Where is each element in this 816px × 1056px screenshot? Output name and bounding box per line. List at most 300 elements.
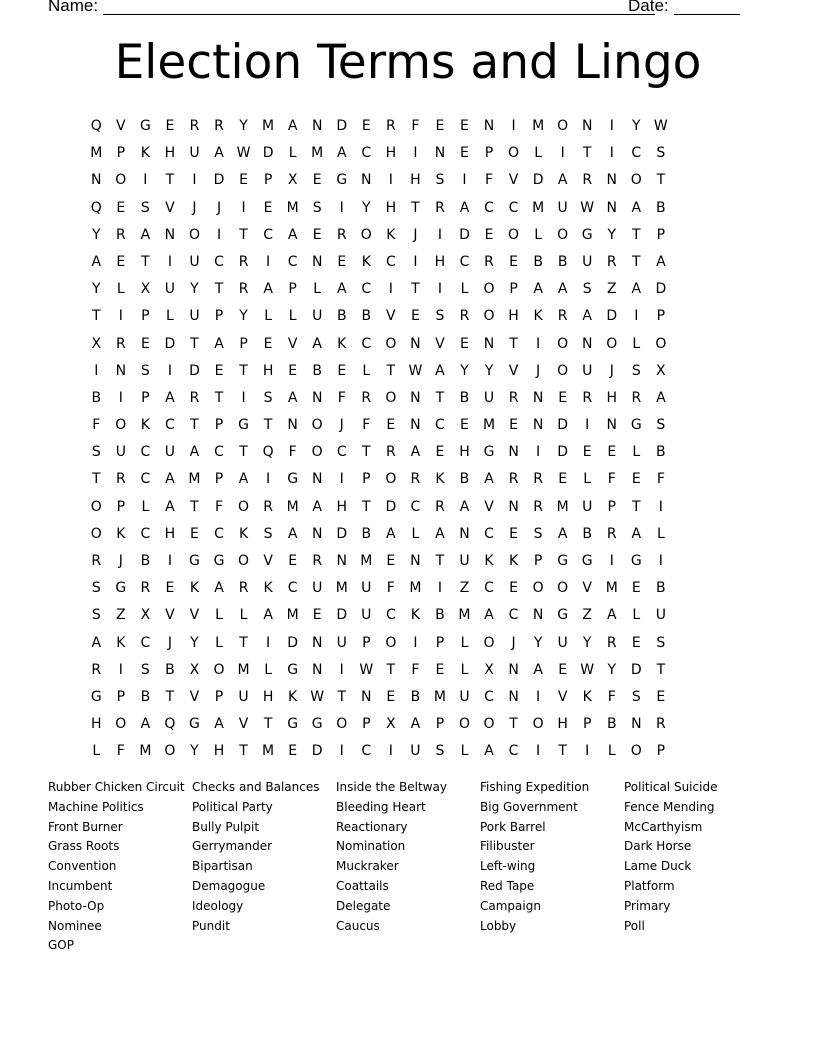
grid-letter: L: [264, 661, 272, 678]
grid-letter: P: [435, 716, 445, 733]
grid-letter: Y: [190, 743, 199, 760]
grid-letter: J: [609, 362, 614, 379]
grid-letter: Y: [533, 634, 543, 651]
grid-letter: R: [312, 553, 323, 569]
word-list-item: Dark Horse: [624, 839, 692, 854]
grid-letter: R: [655, 716, 666, 733]
grid-letter: S: [533, 525, 543, 542]
grid-letter: L: [534, 226, 543, 243]
grid-letter: K: [116, 525, 126, 542]
grid-letter: J: [167, 634, 172, 651]
grid-letter: U: [582, 362, 593, 379]
word-list-item: Front Burner: [48, 819, 123, 834]
grid-row: [84, 222, 673, 249]
grid-letter: S: [656, 417, 666, 434]
grid-letter: E: [116, 199, 126, 216]
grid-letter: R: [410, 471, 421, 488]
word-list-item: Bleeding Heart: [336, 799, 426, 814]
grid-letter: M: [90, 145, 103, 162]
grid-letter: E: [312, 226, 322, 243]
grid-letter: L: [583, 471, 592, 488]
grid-letter: C: [385, 253, 396, 270]
grid-letter: R: [385, 118, 396, 134]
grid-letter: A: [484, 743, 494, 760]
grid-letter: T: [656, 661, 666, 678]
grid-letter: U: [483, 389, 495, 406]
grid-letter: B: [435, 607, 445, 624]
grid-letter: Y: [239, 308, 248, 325]
word-list-item: Convention: [48, 859, 117, 874]
grid-letter: G: [115, 580, 127, 597]
word-list-item: Campaign: [480, 898, 541, 913]
grid-letter: C: [140, 525, 151, 542]
grid-letter: J: [192, 199, 197, 216]
grid-letter: P: [509, 281, 518, 298]
grid-letter: A: [435, 525, 445, 542]
grid-letter: A: [459, 199, 470, 216]
grid-letter: R: [140, 580, 151, 597]
grid-letter: B: [91, 389, 102, 406]
grid-letter: E: [607, 444, 617, 461]
grid-letter: H: [385, 199, 397, 216]
grid-letter: N: [483, 335, 495, 352]
grid-letter: A: [287, 226, 298, 243]
grid-letter: E: [582, 444, 592, 461]
grid-letter: T: [558, 743, 567, 760]
grid-letter: F: [337, 389, 346, 406]
grid-letter: C: [140, 634, 151, 651]
grid-letter: K: [582, 688, 592, 705]
grid-letter: V: [165, 199, 175, 216]
grid-letter: G: [581, 226, 593, 243]
grid-letter: X: [287, 172, 298, 189]
grid-letter: H: [91, 716, 102, 733]
word-list-item: Lobby: [480, 918, 517, 933]
grid-letter: E: [509, 253, 518, 270]
grid-letter: N: [361, 688, 372, 705]
grid-letter: S: [263, 525, 273, 542]
grid-letter: C: [631, 145, 642, 162]
grid-letter: X: [656, 362, 666, 379]
grid-letter: H: [262, 362, 274, 379]
grid-letter: J: [536, 362, 541, 379]
grid-letter: O: [557, 226, 569, 243]
grid-letter: N: [311, 389, 323, 406]
grid-letter: T: [165, 688, 175, 705]
grid-letter: X: [140, 607, 151, 624]
grid-letter: N: [631, 716, 642, 733]
grid-letter: I: [658, 498, 663, 515]
grid-letter: A: [631, 281, 642, 298]
word-list-item: Muckraker: [336, 859, 399, 874]
grid-letter: T: [190, 417, 199, 434]
grid-letter: T: [239, 226, 248, 243]
grid-letter: L: [656, 525, 665, 542]
grid-letter: Q: [262, 444, 274, 461]
word-list-item: McCarthyism: [624, 819, 703, 834]
grid-letter: T: [214, 281, 224, 298]
grid-letter: R: [631, 389, 642, 406]
grid-letter: E: [386, 417, 396, 434]
grid-letter: T: [214, 389, 224, 406]
grid-letter: L: [141, 498, 150, 515]
grid-letter: A: [214, 716, 224, 733]
grid-letter: B: [582, 525, 593, 542]
grid-letter: I: [536, 335, 541, 352]
word-list-item: Incumbent: [48, 878, 113, 893]
grid-row: [84, 630, 673, 657]
grid-letter: O: [606, 335, 618, 352]
grid-letter: R: [484, 253, 494, 270]
grid-letter: T: [239, 634, 248, 651]
grid-letter: U: [361, 607, 372, 624]
grid-letter: W: [359, 661, 374, 678]
grid-letter: M: [286, 607, 299, 624]
grid-letter: R: [238, 281, 249, 298]
grid-letter: L: [92, 743, 101, 760]
grid-letter: T: [411, 281, 420, 298]
grid-letter: X: [386, 716, 396, 733]
grid-letter: I: [609, 145, 614, 162]
grid-letter: A: [165, 471, 175, 488]
grid-letter: A: [557, 525, 568, 542]
grid-letter: A: [287, 525, 298, 542]
grid-letter: D: [557, 417, 569, 434]
grid-letter: E: [239, 172, 248, 189]
word-list-item: Machine Politics: [48, 799, 144, 814]
grid-letter: B: [361, 308, 372, 325]
grid-letter: B: [557, 253, 568, 270]
grid-letter: H: [164, 525, 176, 542]
grid-letter: T: [91, 308, 101, 325]
date-field-line[interactable]: [674, 14, 740, 15]
grid-letter: A: [631, 199, 642, 216]
grid-letter: O: [385, 634, 397, 651]
grid-letter: U: [189, 253, 200, 270]
grid-letter: N: [508, 661, 519, 678]
grid-letter: M: [286, 498, 299, 515]
grid-letter: O: [385, 335, 397, 352]
grid-letter: V: [435, 335, 445, 352]
grid-row: [84, 466, 673, 493]
grid-letter: R: [189, 118, 200, 134]
word-list-item: Demagogue: [192, 878, 266, 893]
grid-letter: P: [362, 634, 371, 651]
word-list-item: Caucus: [336, 918, 380, 933]
grid-letter: Y: [362, 199, 371, 216]
grid-letter: I: [266, 634, 271, 651]
grid-letter: Y: [607, 226, 617, 243]
grid-letter: P: [141, 308, 150, 325]
grid-letter: M: [335, 580, 348, 597]
grid-letter: R: [533, 498, 543, 515]
grid-letter: K: [238, 525, 249, 542]
grid-letter: N: [164, 226, 176, 243]
grid-letter: S: [435, 743, 445, 760]
grid-letter: T: [632, 226, 641, 243]
grid-letter: F: [411, 118, 420, 134]
grid-letter: C: [140, 444, 151, 461]
grid-letter: V: [508, 362, 519, 379]
grid-letter: O: [188, 226, 200, 243]
grid-letter: N: [606, 199, 617, 216]
grid-letter: B: [459, 471, 470, 488]
grid-letter: N: [532, 417, 544, 434]
grid-letter: I: [167, 362, 172, 379]
grid-letter: R: [459, 308, 470, 325]
word-list-item: Primary: [624, 898, 671, 913]
grid-letter: D: [189, 362, 200, 379]
grid-letter: U: [238, 688, 249, 705]
grid-letter: I: [339, 661, 344, 678]
grid-letter: C: [508, 199, 519, 216]
grid-letter: W: [236, 145, 251, 162]
grid-letter: U: [459, 553, 470, 569]
grid-letter: O: [115, 716, 127, 733]
grid-letter: D: [630, 661, 642, 678]
grid-letter: I: [609, 118, 614, 134]
word-list-item: Gerrymander: [192, 839, 273, 854]
word-list-item: Political Suicide: [624, 780, 718, 794]
grid-letter: P: [288, 281, 297, 298]
grid-letter: B: [336, 308, 347, 325]
grid-letter: A: [631, 525, 642, 542]
grid-letter: B: [656, 199, 666, 216]
grid-letter: I: [536, 444, 541, 461]
word-column: [336, 778, 480, 956]
grid-letter: F: [484, 172, 494, 189]
grid-letter: T: [190, 498, 199, 515]
grid-letter: H: [606, 389, 618, 406]
word-list-item: Big Government: [480, 799, 578, 814]
grid-letter: P: [116, 688, 126, 705]
grid-letter: M: [262, 743, 275, 760]
grid-letter: P: [362, 716, 371, 733]
grid-letter: W: [408, 362, 423, 379]
grid-letter: Z: [582, 607, 592, 624]
word-list-item: Filibuster: [480, 839, 535, 854]
grid-letter: G: [630, 553, 642, 569]
grid-letter: Z: [116, 607, 126, 624]
word-list-item: Poll: [624, 918, 645, 933]
word-list-item: Photo-Op: [48, 898, 105, 913]
grid-letter: I: [216, 226, 222, 243]
word-column: [192, 778, 336, 956]
grid-letter: L: [116, 281, 125, 298]
grid-letter: I: [437, 580, 442, 597]
grid-letter: K: [263, 580, 273, 597]
grid-letter: C: [484, 199, 494, 216]
grid-letter: P: [607, 498, 616, 515]
grid-letter: W: [653, 118, 668, 134]
grid-letter: P: [582, 716, 592, 733]
grid-letter: E: [165, 118, 175, 134]
grid-letter: K: [288, 688, 298, 705]
grid-letter: E: [460, 145, 469, 162]
word-list-item: Nominee: [48, 918, 102, 933]
grid-letter: T: [362, 444, 371, 461]
grid-letter: O: [311, 444, 323, 461]
grid-letter: Y: [460, 362, 469, 379]
grid-letter: I: [241, 389, 246, 406]
grid-letter: R: [582, 389, 593, 406]
word-column: [480, 778, 624, 956]
grid-letter: O: [483, 634, 495, 651]
grid-letter: D: [336, 118, 348, 134]
grid-letter: E: [435, 444, 445, 461]
grid-letter: A: [214, 335, 224, 352]
word-list-item: Reactionary: [336, 819, 408, 834]
grid-letter: D: [311, 743, 323, 760]
grid-letter: V: [165, 607, 175, 624]
grid-letter: A: [557, 281, 568, 298]
grid-letter: S: [91, 580, 101, 597]
grid-letter: T: [509, 716, 518, 733]
grid-letter: E: [312, 172, 322, 189]
grid-letter: S: [656, 634, 666, 651]
grid-letter: P: [141, 389, 150, 406]
name-field-line[interactable]: [103, 14, 655, 15]
grid-letter: N: [410, 335, 421, 352]
grid-letter: M: [237, 661, 250, 678]
grid-letter: J: [413, 226, 418, 243]
grid-letter: S: [140, 661, 150, 678]
grid-letter: R: [557, 308, 568, 325]
grid-letter: O: [213, 661, 225, 678]
grid-letter: Y: [607, 661, 617, 678]
grid-letter: O: [238, 553, 250, 569]
grid-letter: T: [632, 253, 641, 270]
grid-letter: G: [581, 553, 593, 569]
grid-letter: A: [140, 716, 151, 733]
grid-letter: U: [361, 580, 372, 597]
grid-letter: X: [91, 335, 102, 352]
grid-letter: M: [262, 118, 275, 134]
grid-row: [84, 684, 673, 711]
grid-letter: G: [139, 118, 151, 134]
grid-letter: K: [116, 634, 126, 651]
grid-letter: E: [386, 688, 396, 705]
grid-letter: F: [362, 417, 371, 434]
word-list-item: Pork Barrel: [480, 819, 546, 834]
grid-letter: E: [509, 417, 518, 434]
grid-letter: T: [582, 145, 592, 162]
grid-letter: R: [533, 471, 543, 488]
grid-letter: R: [238, 580, 249, 597]
grid-letter: R: [435, 199, 445, 216]
grid-letter: L: [534, 145, 543, 162]
grid-letter: H: [508, 308, 519, 325]
grid-letter: T: [411, 199, 420, 216]
grid-letter: A: [287, 118, 298, 134]
grid-letter: H: [262, 688, 274, 705]
grid-letter: E: [337, 253, 347, 270]
grid-letter: L: [460, 743, 469, 760]
grid-letter: N: [311, 661, 323, 678]
grid-letter: K: [361, 253, 371, 270]
grid-row: [84, 331, 673, 358]
grid-letter: A: [533, 281, 543, 298]
grid-letter: E: [288, 362, 298, 379]
grid-letter: G: [238, 417, 249, 434]
grid-letter: B: [606, 716, 617, 733]
grid-letter: Q: [90, 199, 102, 216]
grid-letter: A: [435, 362, 445, 379]
grid-letter: M: [532, 118, 545, 134]
grid-letter: N: [606, 172, 617, 189]
grid-letter: G: [336, 172, 348, 189]
grid-letter: O: [164, 743, 176, 760]
grid-letter: C: [410, 498, 421, 515]
grid-letter: V: [263, 553, 273, 569]
grid-letter: P: [239, 335, 248, 352]
grid-letter: L: [239, 607, 248, 624]
word-bank: [48, 778, 768, 956]
grid-letter: E: [435, 661, 445, 678]
grid-row: [84, 140, 673, 167]
grid-letter: E: [656, 688, 666, 705]
grid-letter: A: [165, 389, 175, 406]
grid-letter: R: [508, 471, 519, 488]
grid-letter: T: [239, 743, 248, 760]
grid-letter: O: [557, 362, 569, 379]
grid-letter: R: [91, 661, 102, 678]
grid-letter: O: [557, 118, 569, 134]
grid-letter: I: [118, 308, 123, 325]
grid-letter: R: [115, 335, 126, 352]
grid-letter: R: [606, 525, 617, 542]
grid-letter: N: [532, 389, 544, 406]
grid-letter: U: [459, 688, 470, 705]
grid-letter: U: [410, 743, 421, 760]
grid-letter: I: [536, 688, 541, 705]
grid-letter: E: [631, 471, 641, 488]
grid-row: [84, 113, 673, 140]
word-list-item: Ideology: [192, 898, 244, 913]
grid-letter: U: [582, 253, 593, 270]
grid-letter: Y: [91, 226, 101, 243]
grid-letter: E: [190, 525, 199, 542]
grid-letter: D: [606, 308, 618, 325]
grid-letter: N: [311, 634, 323, 651]
grid-letter: E: [361, 118, 371, 134]
grid-letter: S: [140, 362, 150, 379]
grid-row: [84, 303, 673, 330]
grid-row: [84, 521, 673, 548]
grid-letter: P: [116, 498, 126, 515]
grid-letter: R: [606, 253, 617, 270]
word-list-item: Rubber Chicken Circuit: [48, 780, 185, 794]
grid-letter: I: [118, 661, 123, 678]
grid-letter: O: [532, 716, 544, 733]
grid-row: [84, 249, 673, 276]
worksheet-header: [48, 0, 748, 18]
grid-letter: L: [215, 607, 223, 624]
grid-letter: O: [483, 308, 495, 325]
grid-letter: F: [92, 417, 101, 434]
grid-letter: A: [459, 498, 470, 515]
grid-letter: U: [164, 281, 176, 298]
grid-letter: D: [336, 525, 348, 542]
grid-letter: T: [435, 553, 445, 569]
grid-letter: R: [385, 444, 396, 461]
grid-letter: R: [115, 226, 126, 243]
grid-letter: L: [215, 634, 223, 651]
grid-letter: O: [483, 281, 495, 298]
grid-letter: W: [580, 199, 595, 216]
grid-letter: F: [411, 661, 420, 678]
grid-letter: R: [263, 498, 273, 515]
